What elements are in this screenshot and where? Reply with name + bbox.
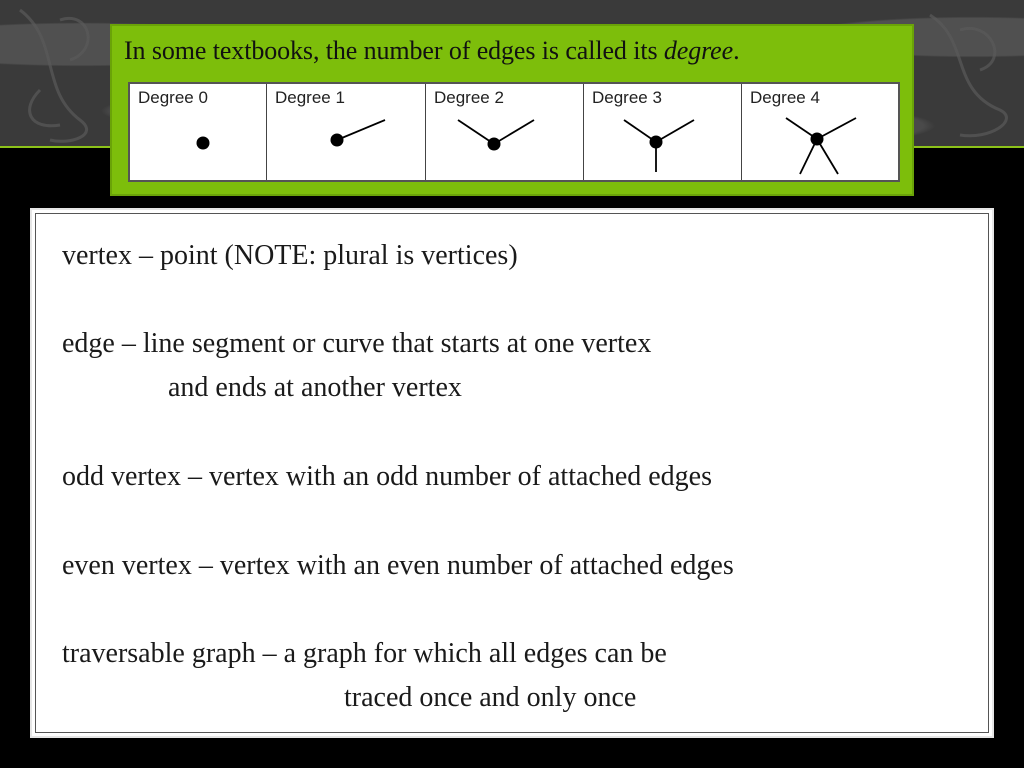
vertex-dot [197,137,210,150]
edge-line [494,120,534,144]
definition-edge: edge – line segment or curve that starts at one vertex [62,328,652,359]
edge-line [817,118,856,139]
degree-cell-1 [267,84,426,180]
degree-header-panel [110,24,914,196]
degree-cell-3 [584,84,742,180]
vertex-dot [650,136,663,149]
degree-cell-4 [742,84,898,180]
definition-odd-vertex: odd vertex – vertex with an odd number of attached edges [62,461,713,492]
degree-label: Degree 2 [434,88,504,107]
degree-1-diagram [267,84,426,180]
degree-label: Degree 3 [592,88,662,107]
header-text-tail: . [733,36,740,65]
definition-traversable-graph: traversable graph – a graph for which all edges can be [62,638,667,669]
degree-2-diagram [426,84,584,180]
definitions-panel [30,208,994,738]
vertex-dot [331,134,344,147]
header-sentence [124,36,739,66]
definition-vertex: vertex – point (NOTE: plural is vertices) [62,240,518,271]
definition-even-vertex: even vertex – vertex with an even number of attached edges [62,550,734,581]
degree-4-diagram [742,84,898,180]
degree-table [128,82,900,182]
edge-line [656,120,694,142]
degree-0-diagram [130,84,267,180]
definition-traversable-continuation: traced once and only once [344,682,637,713]
edge-line [337,120,385,140]
definition-edge-continuation: and ends at another vertex [168,372,462,403]
vertex-dot [811,133,824,146]
degree-label: Degree 0 [138,88,208,107]
vertex-dot [488,138,501,151]
degree-cell-2 [426,84,584,180]
degree-cell-0 [130,84,267,180]
header-emphasis: degree [663,36,734,65]
degree-label: Degree 4 [750,88,820,107]
degree-label: Degree 1 [275,88,345,107]
degree-3-diagram [584,84,742,180]
header-text-lead: In some textbooks, the number of edges is called its [124,36,664,65]
